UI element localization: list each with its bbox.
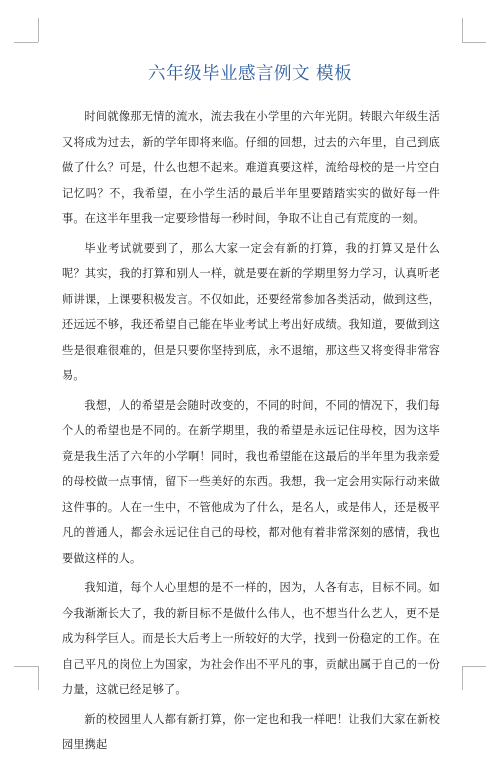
paragraph-1: 时间就像那无情的流水，流去我在小学里的六年光阴。转眼六年级生活又将成为过去，新的学年即将来临。仔细的回想，过去的六年里，自己到底做了什么？可是，什么也想不起来。难道真要这样，流给母校的是一片空白记忆吗？不，我希望，在小学生活的最后半年里要踏踏实实的做好每一件事。在这半年里我一定要珍惜每一秒时间，争取不让自己有荒度的一刻。 — [62, 110, 440, 225]
crop-mark-top-left-horizontal — [14, 42, 38, 43]
crop-mark-top-right-vertical — [462, 18, 463, 42]
crop-mark-top-right-horizontal — [462, 42, 486, 43]
paragraph-4: 我知道，每个人心里想的是不一样的，因为，人各有志，目标不同。如今我渐渐长大了，我的新目标不是做什么伟人，也不想当什么艺人，更不是成为科学巨人。而是长大后考上一所较好的大学，找到一份稳定的工作。在自己平凡的岗位上为国家，为社会作出不平凡的事，贡献出属于自己的一份力量，这就已经足够了。 — [62, 581, 440, 696]
paragraph-3: 我想，人的希望是会随时改变的，不同的时间，不同的情况下，我们每个人的希望也是不同的。在新学期里，我的希望是永远记住母校，因为这毕竟是我生活了六年的小学啊！同时，我也希望能在这最后的半年里为我亲爱的母校做一点事情，留下一些美好的东西。我想，我一定会用实际行动来做这件事的。人在一生中，不管他成为了什么，是名人，或是伟人，还是极平凡的普通人，都会永远记住自己的母校，都对他有着非常深刻的感情，我也要做这样的人。 — [62, 398, 440, 565]
document-body — [62, 104, 440, 762]
crop-mark-bottom-left-vertical — [38, 666, 39, 690]
crop-mark-bottom-left-horizontal — [14, 666, 38, 667]
paragraph-5: 新的校园里人人都有新打算，你一定也和我一样吧！让我们大家在新校园里携起 — [62, 712, 440, 751]
crop-mark-top-left-vertical — [38, 18, 39, 42]
crop-mark-bottom-right-horizontal — [462, 666, 486, 667]
paragraph-2: 毕业考试就要到了，那么大家一定会有新的打算，我的打算又是什么呢？其实，我的打算和别人一样，就是要在新的学期里努力学习，认真听老师讲课，上课要积极发言。不仅如此，还要经常参加各类活动，做到这些，还远远不够，我还希望自己能在毕业考试上考出好成绩。我知道，要做到这些是很难很难的，但是只要你坚持到底，永不退缩，那这些又将变得非常容易。 — [62, 241, 440, 382]
crop-mark-bottom-right-vertical — [462, 666, 463, 690]
document-title: 六年级毕业感言例文 模板 — [147, 64, 353, 84]
